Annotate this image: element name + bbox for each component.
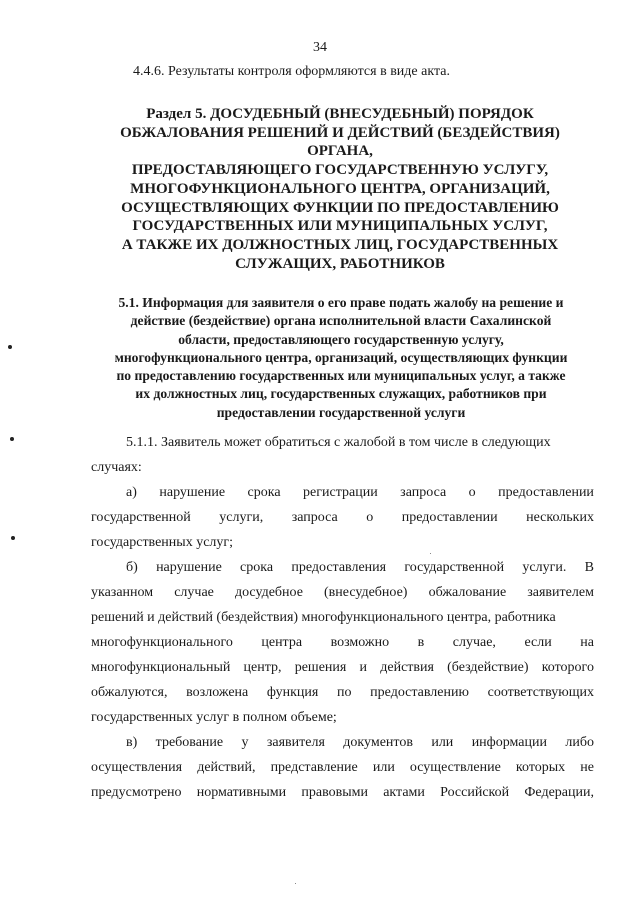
section-heading-line: ОРГАНА, — [307, 143, 373, 160]
word: у — [241, 735, 249, 750]
word: (внесудебное) — [324, 585, 408, 600]
item-a-line — [91, 480, 594, 505]
subsection-heading-line: многофункционального центра, организаций, осуществляющих функции — [114, 349, 568, 365]
subsection-heading-line: 5.1. Информация для заявителя о его праве подать жалобу на решение и — [118, 295, 564, 310]
word: многофункционального — [91, 635, 233, 650]
section-heading-line: ОБЖАЛОВАНИЯ РЕШЕНИЙ И ДЕЙСТВИЙ (БЕЗДЕЙСТВИЯ) — [120, 124, 560, 141]
word: о — [366, 510, 374, 525]
subsection-heading-line: по предоставлению государственных или муниципальных услуг, а также — [116, 368, 566, 384]
word: нескольких — [526, 510, 594, 525]
page-number: 34 — [313, 40, 327, 55]
word: возложена — [186, 685, 249, 700]
word: нарушение — [159, 485, 226, 500]
intro-line: 4.4.6. Результаты контроля оформляются в виде акта. — [133, 64, 450, 79]
word: запроса — [291, 510, 338, 525]
word: центр, — [243, 660, 282, 675]
word: запроса — [400, 485, 447, 500]
word: или — [431, 735, 454, 750]
section-heading-line: ОСУЩЕСТВЛЯЮЩИХ ФУНКЦИИ ПО ПРЕДОСТАВЛЕНИЮ — [121, 199, 559, 216]
word: государственной — [404, 560, 505, 575]
word: Российской — [440, 785, 510, 800]
item-a-line: государственных услуг; — [91, 535, 234, 550]
item-b-line: государственных услуг в полном объеме; — [91, 710, 337, 725]
word: предоставлении — [498, 485, 594, 500]
word: соответствующих — [487, 685, 594, 700]
word: осуществление — [409, 760, 501, 775]
word: на — [580, 635, 594, 650]
item-b-line — [91, 580, 594, 605]
scan-mark — [10, 437, 14, 441]
word: действия — [380, 660, 434, 675]
item-b-line — [91, 555, 594, 580]
word: возможно — [330, 635, 390, 650]
word: заявителем — [527, 585, 594, 600]
scan-mark — [11, 536, 15, 540]
word: обжалуются, — [91, 685, 168, 700]
paragraph-5-1-1-line: случаях: — [91, 460, 142, 475]
word: многофункциональный — [91, 660, 231, 675]
word: регистрации — [303, 485, 378, 500]
section-heading-line: МНОГОФУНКЦИОНАЛЬНОГО ЦЕНТРА, ОРГАНИЗАЦИЙ, — [130, 180, 550, 197]
item-b-line: решений и действий (бездействия) многофункционального центра, работника — [91, 610, 556, 625]
word: Федерации, — [524, 785, 594, 800]
scan-speck — [430, 553, 431, 554]
word: (бездействие) — [447, 660, 529, 675]
section-heading-line: ПРЕДОСТАВЛЯЮЩЕГО ГОСУДАРСТВЕННУЮ УСЛУГУ, — [131, 162, 549, 179]
word: досудебное — [234, 585, 303, 600]
word: осуществления — [91, 760, 183, 775]
section-heading-line: А ТАКЖЕ ИХ ДОЛЖНОСТНЫХ ЛИЦ, ГОСУДАРСТВЕННЫХ — [121, 236, 559, 253]
item-v-line — [91, 780, 594, 805]
word: срока — [247, 485, 281, 500]
subsection-heading — [88, 294, 594, 422]
word: нормативными — [196, 785, 287, 800]
word: в) — [126, 735, 138, 750]
subsection-heading-line: предоставлении государственной услуги — [216, 404, 466, 420]
word: центра — [261, 635, 303, 650]
word: обжалование — [428, 585, 507, 600]
subsection-heading-line: области, предоставляющего государственную услугу, — [178, 331, 504, 347]
word: если — [524, 635, 552, 650]
word: о — [468, 485, 476, 500]
subsection-heading-line: действие (бездействие) органа исполнительной власти Сахалинской — [130, 313, 552, 329]
word: б) — [126, 560, 138, 575]
scan-speck — [295, 883, 296, 884]
word: которых — [515, 760, 566, 775]
item-v-line — [91, 730, 594, 755]
word: либо — [565, 735, 594, 750]
word: по — [337, 685, 352, 700]
body-text — [91, 430, 594, 805]
word: предусмотрено — [91, 785, 182, 800]
section-heading — [90, 105, 590, 273]
word: предоставлению — [370, 685, 469, 700]
word: правовыми — [301, 785, 368, 800]
word: случае, — [452, 635, 496, 650]
word: функция — [266, 685, 319, 700]
word: представление — [270, 760, 358, 775]
word: требование — [155, 735, 224, 750]
item-a-line — [91, 505, 594, 530]
paragraph-5-1-1-line: 5.1.1. Заявитель может обратиться с жалобой в том числе в следующих — [126, 435, 551, 450]
section-heading-line: ГОСУДАРСТВЕННЫХ ИЛИ МУНИЦИПАЛЬНЫХ УСЛУГ, — [132, 218, 548, 235]
word: услуги, — [219, 510, 264, 525]
word: указанном — [91, 585, 154, 600]
word: или — [372, 760, 395, 775]
word: не — [580, 760, 594, 775]
word: актами — [383, 785, 425, 800]
section-heading-line: Раздел 5. ДОСУДЕБНЫЙ (ВНЕСУДЕБНЫЙ) ПОРЯДОК — [146, 106, 534, 122]
word: предоставления — [291, 560, 387, 575]
item-b-line — [91, 680, 594, 705]
word: случае — [174, 585, 214, 600]
word: которого — [541, 660, 594, 675]
word: в — [417, 635, 425, 650]
subsection-heading-line: их должностных лиц, государственных служащих, работников при — [135, 386, 547, 402]
word: услуги. — [522, 560, 567, 575]
word: государственной — [91, 510, 191, 525]
item-b-line — [91, 655, 594, 680]
word: нарушение — [156, 560, 222, 575]
word: и — [359, 660, 368, 675]
word: информации — [471, 735, 547, 750]
word: срока — [240, 560, 274, 575]
word: решения — [294, 660, 347, 675]
word: В — [584, 560, 594, 575]
word: предоставлении — [401, 510, 498, 525]
scan-mark — [8, 345, 12, 349]
item-b-line — [91, 630, 594, 655]
item-v-line — [91, 755, 594, 780]
word: действий, — [197, 760, 256, 775]
word: а) — [126, 485, 137, 500]
word: заявителя — [266, 735, 325, 750]
section-heading-line: СЛУЖАЩИХ, РАБОТНИКОВ — [235, 255, 445, 272]
word: документов — [343, 735, 413, 750]
